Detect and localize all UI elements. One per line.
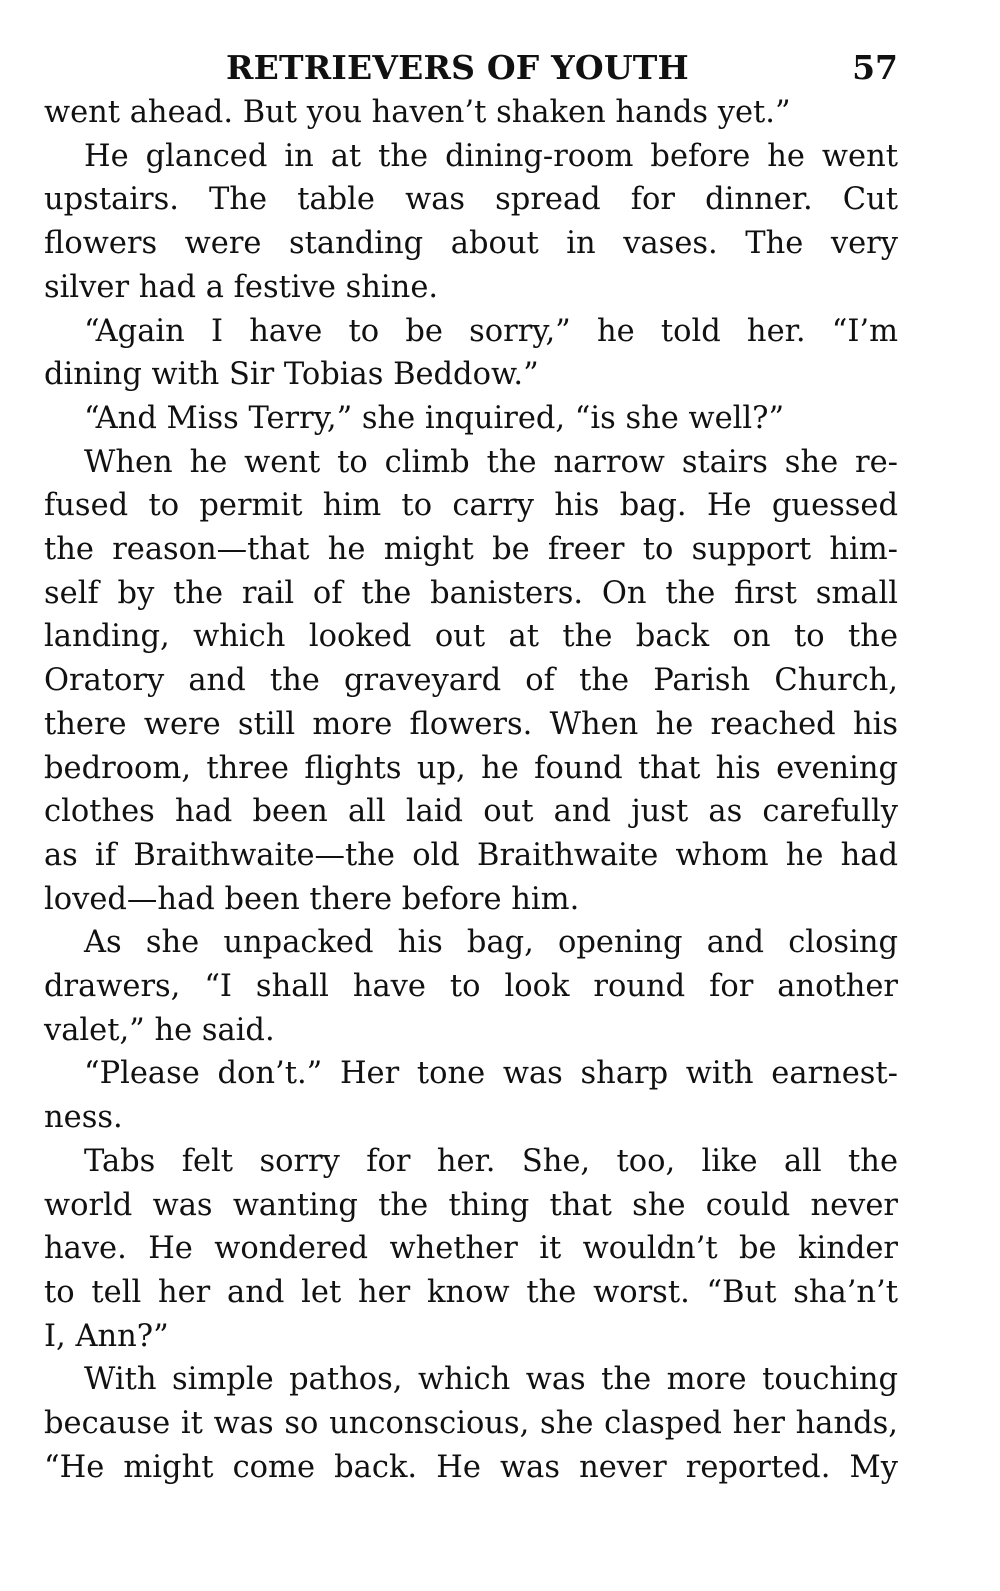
running-title: RETRIEVERS OF YOUTH [226,48,689,87]
text-line: As she unpacked his bag, opening and closing [84,925,898,961]
book-page [44,46,898,1490]
paragraph [44,441,898,922]
text-line: I, Ann?” [44,1318,169,1354]
text-line: went ahead. But you haven’t shaken hands yet.” [44,95,791,130]
running-head [44,46,898,90]
text-line: drawers, “I shall have to look round for another [44,969,898,1005]
text-line: there were still more flowers. When he reached his [44,706,898,742]
page-number: 57 [852,48,898,87]
text-line: He glanced in at the dining-room before he went [84,138,898,174]
paragraph [44,921,898,1052]
text-line: clothes had been all laid out and just as carefully [44,794,898,830]
paragraph [44,1140,898,1359]
text-line: as if Braithwaite—the old Braithwaite whom he had [44,837,898,873]
text-line: Tabs felt sorry for her. She, too, like all the [84,1143,898,1179]
paragraph [44,91,898,135]
paragraph [44,135,898,310]
body-text [44,91,898,1490]
text-line: the reason—that he might be freer to support him- [44,532,898,568]
text-line: to tell her and let her know the worst. “But sha’n’t [44,1274,898,1310]
text-line: flowers were standing about in vases. The very [44,226,898,262]
text-line: fused to permit him to carry his bag. He guessed [44,488,898,524]
paragraph [44,1358,898,1489]
text-line: “Please don’t.” Her tone was sharp with earnest- [84,1056,898,1092]
text-line: landing, which looked out at the back on to the [44,619,898,655]
paragraph [44,310,898,397]
text-line: “Again I have to be sorry,” he told her. “I’m [84,313,898,349]
text-line: “He might come back. He was never reported. My [44,1449,898,1485]
text-line: because it was so unconscious, she clasped her hands, [44,1406,898,1442]
text-line: When he went to climb the narrow stairs she re- [84,444,898,480]
text-line: bedroom, three flights up, he found that his evening [44,750,898,786]
text-line: With simple pathos, which was the more touching [84,1362,898,1398]
paragraph [44,397,898,441]
text-line: dining with Sir Tobias Beddow.” [44,357,539,393]
text-line: valet,” he said. [44,1012,275,1048]
paragraph [44,1052,898,1139]
text-line: self by the rail of the banisters. On the first small [44,575,898,611]
text-line: upstairs. The table was spread for dinner. Cut [44,182,898,218]
text-line: Oratory and the graveyard of the Parish Church, [44,663,898,699]
text-line: world was wanting the thing that she could never [44,1187,898,1223]
text-line: loved—had been there before him. [44,881,580,917]
text-line: silver had a festive shine. [44,269,439,305]
text-line: have. He wondered whether it wouldn’t be kinder [44,1231,898,1267]
text-line: ness. [44,1100,123,1136]
text-line: “And Miss Terry,” she inquired, “is she well?” [84,400,785,436]
